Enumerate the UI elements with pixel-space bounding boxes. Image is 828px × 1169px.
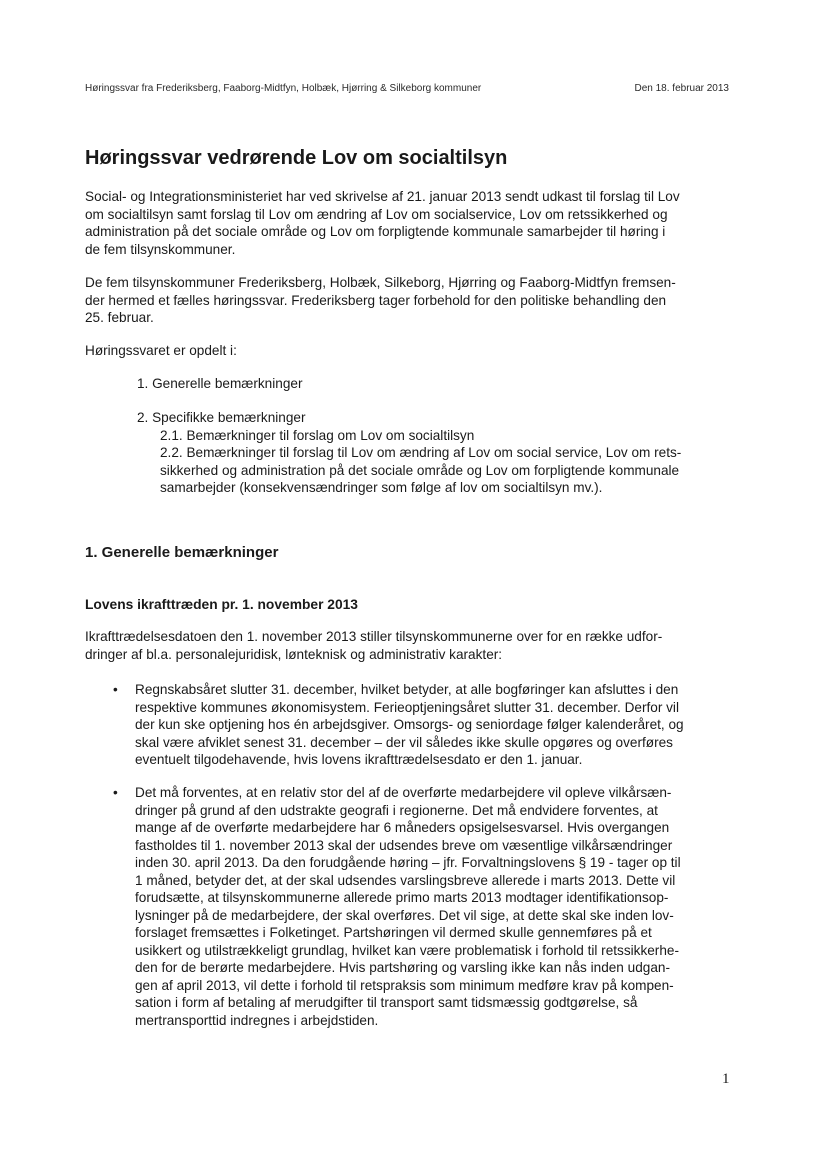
header-date: Den 18. februar 2013 [634, 83, 729, 94]
text-line: om socialtilsyn samt forslag til Lov om ændring af Lov om socialservice, Lov om retssikkerhed og [85, 206, 668, 222]
document-title: Høringssvar vedrørende Lov om socialtilsyn [85, 147, 508, 169]
intro-paragraph [85, 188, 735, 258]
text-line: gen af april 2013, vil dette i forhold til retspraksis som minimum medføre krav på kompen- [135, 977, 674, 993]
page-number: 1 [722, 1071, 730, 1087]
text-line: samarbejder (konsekvensændringer som følge af lov om socialtilsyn mv.). [160, 480, 603, 495]
text-line: sation i form af betaling af merudgifter til transport samt tidsmæssig godtgørelse, så [135, 995, 638, 1010]
text-line: sikkerhed og administration på det sociale område og Lov om forpligtende kommunale [160, 462, 680, 478]
toc-item-1: 1. Generelle bemærkninger [137, 376, 303, 391]
text-line: den for de berørte medarbejdere. Hvis partshøring og varsling ikke kan nås inden udgan- [135, 960, 670, 975]
text-line: dringer af bl.a. personalejuridisk, lønteknisk og administrativ karakter: [85, 646, 503, 662]
text-line: usikkert og utilstrækkeligt grundlag, hvilket kan være problematisk i forhold til retssikkerhe- [135, 942, 679, 958]
text-line: de fem tilsynskommuner. [85, 241, 236, 257]
text-line: Social- og Integrationsministeriet har ved skrivelse af 21. januar 2013 sendt udkast til forslag til Lov [85, 189, 680, 204]
toc-item-2-1: 2.1. Bemærkninger til forslag om Lov om socialtilsyn [160, 428, 475, 443]
text-line: Det må forventes, at en relativ stor del af de overførte medarbejdere vil opleve vilkårsæn- [135, 785, 672, 800]
text-line: der kun ske optjening hos én arbejdsgiver. Omsorgs- og seniordage følger kalenderåret, og [135, 717, 684, 732]
bullet-item-regnskab [135, 681, 735, 769]
text-line: forudsætte, at tilsynskommunerne allerede primo marts 2013 modtager identifikationsop- [135, 890, 669, 905]
text-line: mertransporttid indregnes i arbejdstiden. [135, 1012, 379, 1028]
section-heading: 1. Generelle bemærkninger [85, 544, 279, 561]
toc-item-2: 2. Specifikke bemærkninger [137, 410, 306, 425]
text-line: lysninger på de medarbejdere, der skal overføres. Det vil sige, at dette skal ske inden lov- [135, 907, 674, 923]
text-line: Regnskabsåret slutter 31. december, hvilket betyder, at alle bogføringer kan afsluttes i den [135, 682, 679, 697]
bullet-item-medarbejdere [135, 784, 735, 1029]
text-line: 2.2. Bemærkninger til forslag til Lov om ændring af Lov om social service, Lov om rets- [160, 445, 682, 460]
outline-intro: Høringssvaret er opdelt i: [85, 343, 237, 358]
text-line: respektive kommunes økonomisystem. Ferieoptjeningsåret slutter 31. december. Derfor vil [135, 699, 679, 715]
text-line: De fem tilsynskommuner Frederiksberg, Holbæk, Silkeborg, Hjørring og Faaborg-Midtfyn fremsen- [85, 275, 676, 290]
ikrafttraeden-paragraph [85, 628, 735, 663]
text-line: inden 30. april 2013. Da den forudgående høring – jfr. Forvaltningslovens § 19 - tager op til [135, 855, 681, 870]
page-header [85, 83, 729, 94]
text-line: dringer på grund af den udstrakte geografi i regionerne. Det må endvidere forventes, at [135, 802, 658, 818]
text-line: skal være afviklet senest 31. december – der vil således ikke skulle opgøres og overføres [135, 734, 673, 750]
text-line: forslaget fremsættes i Folketinget. Partshøringen vil dermed skulle gennemføres på et [135, 925, 652, 940]
text-line: eventuelt tilgodehavende, hvis lovens ikrafttrædelsesdato er den 1. januar. [135, 752, 583, 767]
bullet-marker: • [113, 682, 118, 697]
kommuner-paragraph [85, 274, 735, 327]
text-line: administration på det sociale område og Lov om forpligtende kommunale samarbejder til høring i [85, 224, 666, 239]
text-line: der hermed et fælles høringssvar. Frederiksberg tager forbehold for den politiske behandling den [85, 292, 667, 308]
text-line: Ikrafttrædelsesdatoen den 1. november 2013 stiller tilsynskommunerne over for en række udfor- [85, 629, 663, 644]
text-line: mange af de overførte medarbejdere har 6 måneders opsigelsesvarsel. Hvis overgangen [135, 820, 670, 835]
toc-item-2-2 [160, 444, 681, 497]
text-line: 25. februar. [85, 310, 154, 325]
text-line: fastholdes til 1. november 2013 skal der udsendes breve om væsentlige vilkårsændringer [135, 837, 673, 853]
header-left: Høringssvar fra Frederiksberg, Faaborg-Midtfyn, Holbæk, Hjørring & Silkeborg kommuner [85, 83, 482, 94]
subsection-heading: Lovens ikrafttræden pr. 1. november 2013 [85, 597, 358, 612]
bullet-marker: • [113, 785, 118, 800]
text-line: 1 måned, betyder det, at der skal udsendes varslingsbreve allerede i marts 2013. Dette vil [135, 872, 676, 888]
